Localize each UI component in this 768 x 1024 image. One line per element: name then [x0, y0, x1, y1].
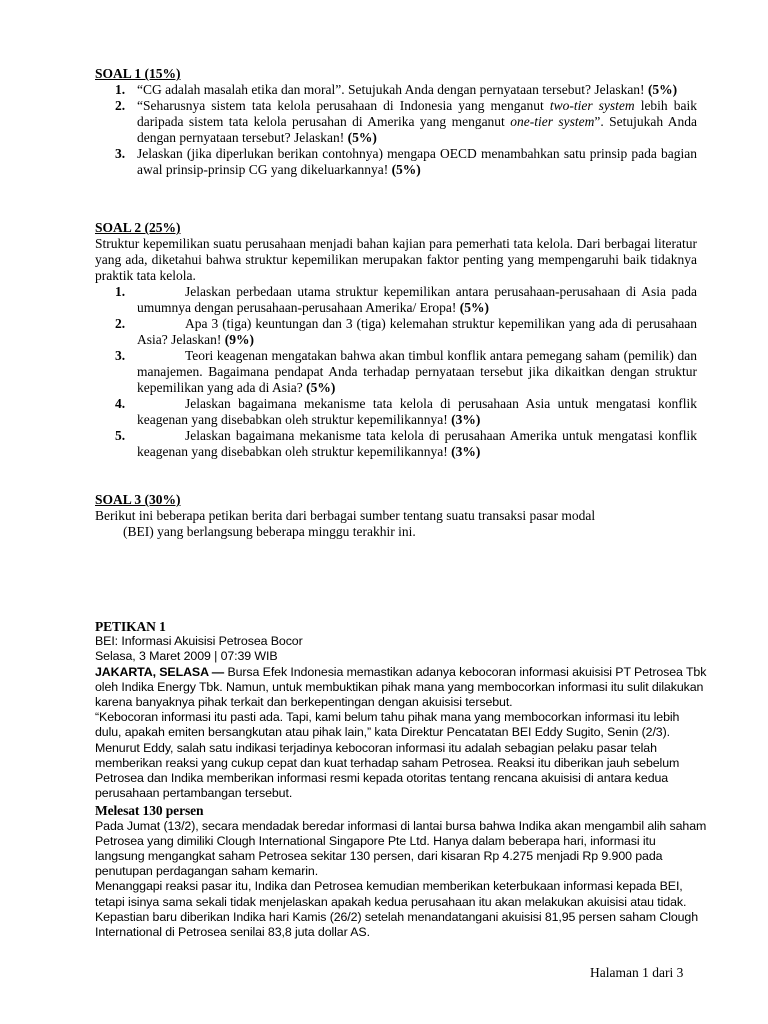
- news-paragraph-2: “Kebocoran informasi itu pasti ada. Tapi, kami belum tahu pihak mana yang membocorkan informasi itu lebih dulu, apakah emiten bersangkutan atau pihak lain,” kata Direktur Pencatatan BEI Eddy Sugito, Senin (2/3).: [95, 710, 680, 740]
- question-text-cont: lebih baik daripada sistem tata kelola perusahan di Amerika yang menganut: [137, 98, 697, 129]
- soal1-question-3: [95, 146, 697, 178]
- question-number: 2.: [115, 98, 126, 113]
- news-paragraph-4: Pada Jumat (13/2), secara mendadak beredar informasi di lantai bursa bahwa Indika akan mengambil alih saham Petrosea yang dimiliki Clough International Singapore Pte Ltd. Hanya dalam beberapa hari, informasi itu langsung mengangkat saham Petrosea sekitar 130 persen, dari kisaran Rp 4.275 menjadi Rp 9.900 pada penutupan perdagangan saham kemarin.: [95, 818, 707, 879]
- question-number: 3.: [115, 146, 126, 161]
- soal2-section: [95, 220, 697, 460]
- question-text: Jelaskan bagaimana mekanisme tata kelola di perusahaan Amerika untuk mengatasi konflik keagenan yang disebabkan oleh struktur kepemilikannya!: [137, 428, 697, 459]
- question-number: 1.: [115, 82, 126, 97]
- question-number: 5.: [115, 428, 126, 443]
- question-weight: (5%): [647, 82, 678, 97]
- soal3-intro-line2: (BEI) yang berlangsung beberapa minggu terakhir ini.: [123, 524, 416, 539]
- news-dateline: JAKARTA, SELASA —: [95, 664, 225, 679]
- soal2-question-5: [95, 428, 697, 460]
- question-number: 2.: [115, 316, 126, 331]
- question-text: Jelaskan bagaimana mekanisme tata kelola di perusahaan Asia untuk mengatasi konflik keagenan yang disebabkan oleh struktur kepemilikannya!: [137, 396, 697, 427]
- question-term-two-tier: two-tier system: [549, 98, 635, 113]
- soal3-section: [95, 492, 697, 540]
- news-paragraph-1-text: Bursa Efek Indonesia memastikan adanya kebocoran informasi akuisisi PT Petrosea Tbk oleh Indika Energy Tbk. Namun, untuk membuktikan pihak mana yang membocorkan informasi itu sulit dilakukan karena banyaknya pihak terkait dan berkepentingan dengan akuisisi tersebut.: [95, 664, 707, 710]
- soal3-intro: [95, 508, 697, 540]
- soal1-question-list: [95, 82, 697, 178]
- question-text: Apa 3 (tiga) keuntungan dan 3 (tiga) kelemahan struktur kepemilikan yang ada di perusahaan Asia? Jelaskan!: [137, 316, 697, 347]
- question-weight: (5%): [347, 130, 377, 145]
- soal2-question-2: [95, 316, 697, 348]
- question-weight: (3%): [451, 412, 481, 427]
- soal2-question-list: [95, 284, 697, 460]
- question-text: “CG adalah masalah etika dan moral”. Setujukah Anda dengan pernyataan tersebut? Jelaskan!: [137, 82, 648, 97]
- soal2-question-3: [95, 348, 697, 396]
- question-text: “Seharusnya sistem tata kelola perusahaan di Indonesia yang menganut: [137, 98, 550, 113]
- question-weight: (5%): [306, 380, 336, 395]
- news-paragraph-5: Menanggapi reaksi pasar itu, Indika dan Petrosea kemudian memberikan keterbukaan informasi kepada BEI, tetapi isinya sama sekali tidak menjelaskan apakah kedua perusahaan itu akan melakukan akuisisi atau tidak. Kepastian baru diberikan Indika hari Kamis (26/2) setelah menandatangani akuisisi 81,95 persen saham Clough International di Petrosea senilai 83,8 juta dollar AS.: [95, 879, 699, 940]
- news-title: BEI: Informasi Akuisisi Petrosea Bocor: [95, 634, 303, 649]
- question-number: 4.: [115, 396, 126, 411]
- question-term-one-tier: one-tier system: [510, 114, 595, 129]
- news-excerpt: [95, 619, 707, 940]
- exam-content: [95, 66, 697, 540]
- soal2-question-1: [95, 284, 697, 316]
- question-weight: (5%): [391, 162, 421, 177]
- petikan-heading: PETIKAN 1: [95, 619, 166, 634]
- question-number: 3.: [115, 348, 126, 363]
- question-weight: (5%): [459, 300, 489, 315]
- soal2-heading: SOAL 2 (25%): [95, 220, 181, 235]
- soal1-question-2: [95, 98, 697, 146]
- question-text-end: ”. Setujukah Anda dengan pernyataan tersebut? Jelaskan!: [137, 114, 697, 145]
- soal2-intro: Struktur kepemilikan suatu perusahaan menjadi bahan kajian para pemerhati tata kelola. Dari berbagai literatur yang ada, diketahui bahwa struktur kepemilikan merupakan faktor penting yang mempengaruhi baik tidaknya praktik tata kelola.: [95, 236, 697, 283]
- question-weight: (3%): [451, 444, 481, 459]
- question-weight: (9%): [224, 332, 254, 347]
- question-text: Jelaskan perbedaan utama struktur kepemilikan antara perusahaan-perusahaan di Asia pada umumnya dengan perusahaan-perusahaan Amerika/ Eropa!: [137, 284, 697, 315]
- soal1-heading: SOAL 1 (15%): [95, 66, 181, 81]
- soal3-intro-line1: Berikut ini beberapa petikan berita dari berbagai sumber tentang suatu transaksi pasar modal: [95, 508, 596, 523]
- news-paragraph-3: Menurut Eddy, salah satu indikasi terjadinya kebocoran informasi itu adalah sebagian pelaku pasar telah memberikan reaksi yang cukup cepat dan kuat terhadap saham Petrosea. Reaksi itu diberikan jauh sebelum Petrosea dan Indika memberikan informasi resmi kepada otoritas tentang rencana akuisisi di antara kedua perusahaan pertambangan tersebut.: [95, 740, 680, 801]
- news-date: Selasa, 3 Maret 2009 | 07:39 WIB: [95, 649, 278, 664]
- news-subheading: Melesat 130 persen: [95, 803, 204, 819]
- soal1-question-1: [95, 82, 697, 98]
- soal2-question-4: [95, 396, 697, 428]
- question-number: 1.: [115, 284, 126, 299]
- news-paragraph-1: [95, 665, 707, 711]
- question-text: Teori keagenan mengatakan bahwa akan timbul konflik antara pemegang saham (pemilik) dan manajemen. Bagaimana pendapat Anda terhadap pernyataan tersebut jika dikaitkan dengan struktur kepemilikan yang ada di Asia?: [137, 348, 697, 395]
- soal3-heading: SOAL 3 (30%): [95, 492, 181, 507]
- question-text: Jelaskan (jika diperlukan berikan contohnya) mengapa OECD menambahkan satu prinsip pada bagian awal prinsip-prinsip CG yang dikeluarkannya!: [137, 146, 697, 177]
- page-number: Halaman 1 dari 3: [590, 965, 684, 980]
